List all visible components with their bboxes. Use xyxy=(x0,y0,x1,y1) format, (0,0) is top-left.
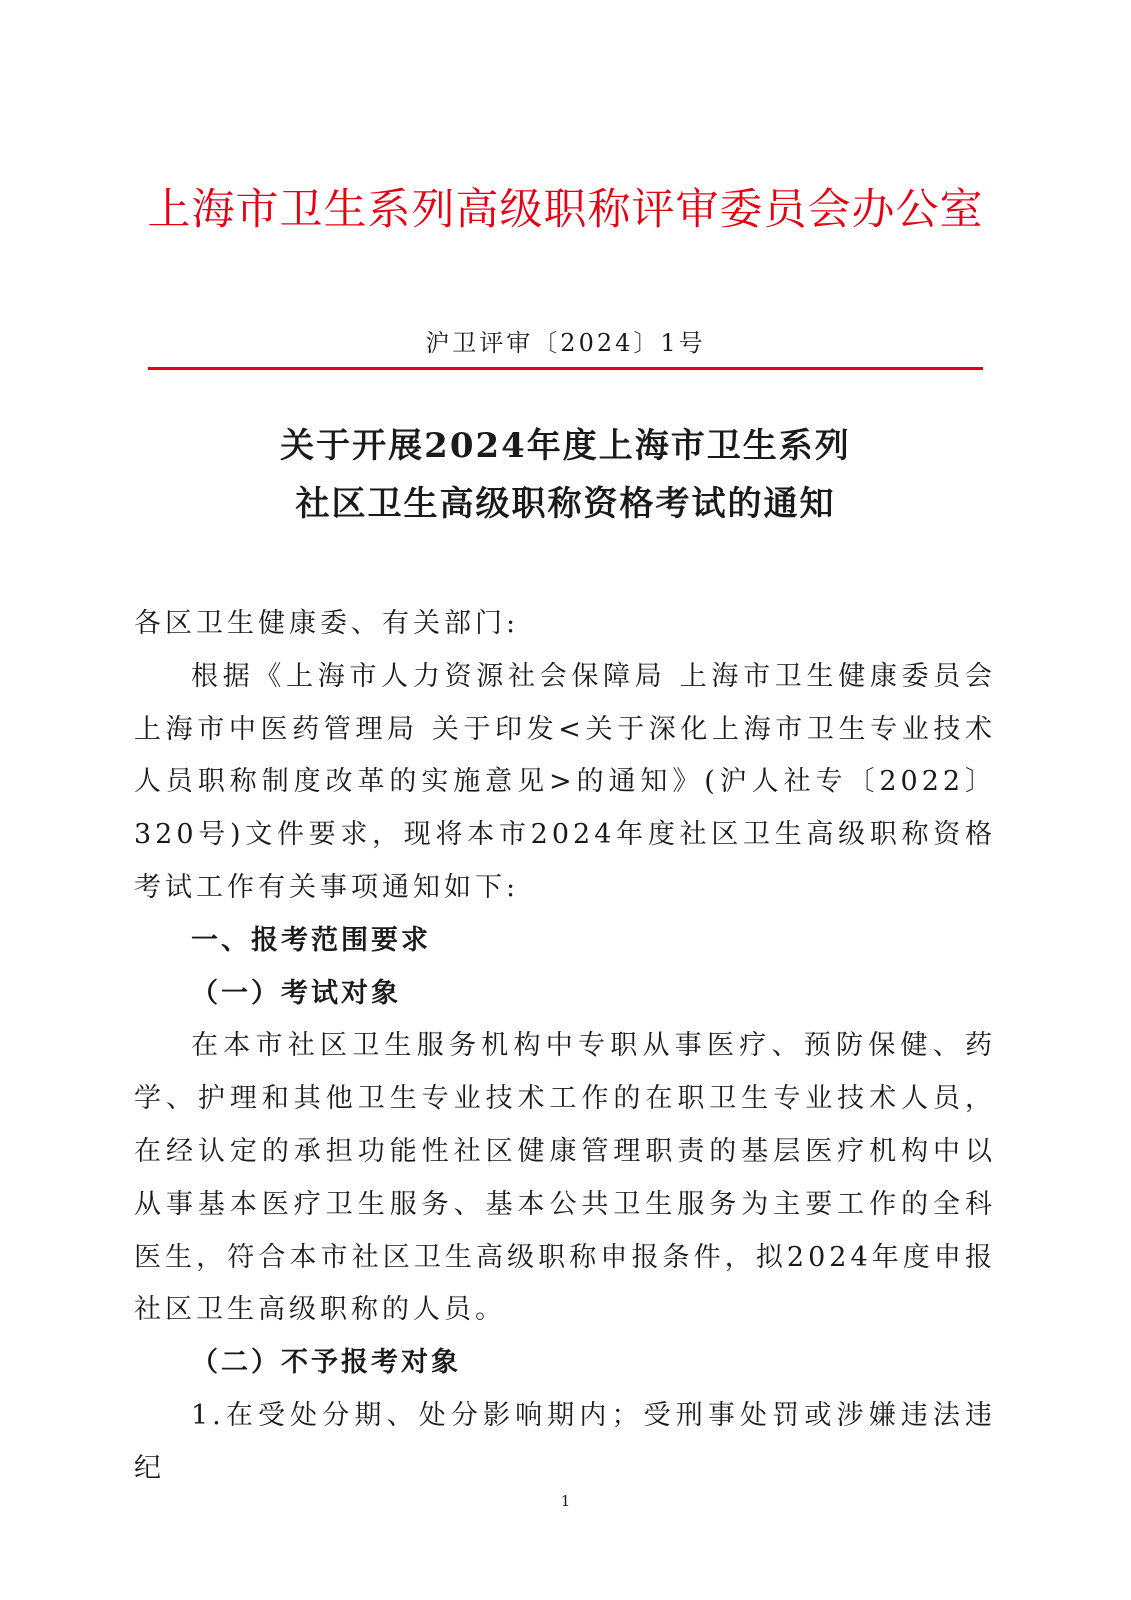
title-line-1: 关于开展2024年度上海市卫生系列 xyxy=(280,426,851,466)
intro-paragraph: 根据《上海市人力资源社会保障局 上海市卫生健康委员会 上海市中医药管理局 关于印发<关于深化上海市卫生专业技术人员职称制度改革的实施意见>的通知》(沪人社专〔2022〕320号)文件要求，现将本市2024年度社区卫生高级职称资格考试工作有关事项通知如下: xyxy=(134,660,996,903)
red-divider-line xyxy=(148,367,983,370)
title-line-2: 社区卫生高级职称资格考试的通知 xyxy=(295,484,836,524)
document-title xyxy=(0,417,1131,533)
subsection-1-paragraph: 在本市社区卫生服务机构中专职从事医疗、预防保健、药学、护理和其他卫生专业技术工作的在职卫生专业技术人员，在经认定的承担功能性社区健康管理职责的基层医疗机构中以从事基本医疗卫生服务、基本公共卫生服务为主要工作的全科医生，符合本市社区卫生高级职称申报条件，拟2024年度申报社区卫生高级职称的人员。 xyxy=(134,1030,996,1326)
salutation: 各区卫生健康委、有关部门: xyxy=(134,608,520,639)
subsection-heading-1: （一）考试对象 xyxy=(191,977,401,1009)
issuing-office-header: 上海市卫生系列高级职称评审委员会办公室 xyxy=(147,185,984,235)
document-number: 沪卫评审〔2024〕1号 xyxy=(425,329,706,357)
list-item-1: 1.在受处分期、处分影响期内；受刑事处罚或涉嫌违法违纪 xyxy=(134,1399,996,1484)
subsection-heading-2: （二）不予报考对象 xyxy=(191,1347,461,1379)
document-body xyxy=(134,598,996,1496)
section-heading: 一、报考范围要求 xyxy=(191,924,431,956)
page-number: 1 xyxy=(560,1492,571,1510)
